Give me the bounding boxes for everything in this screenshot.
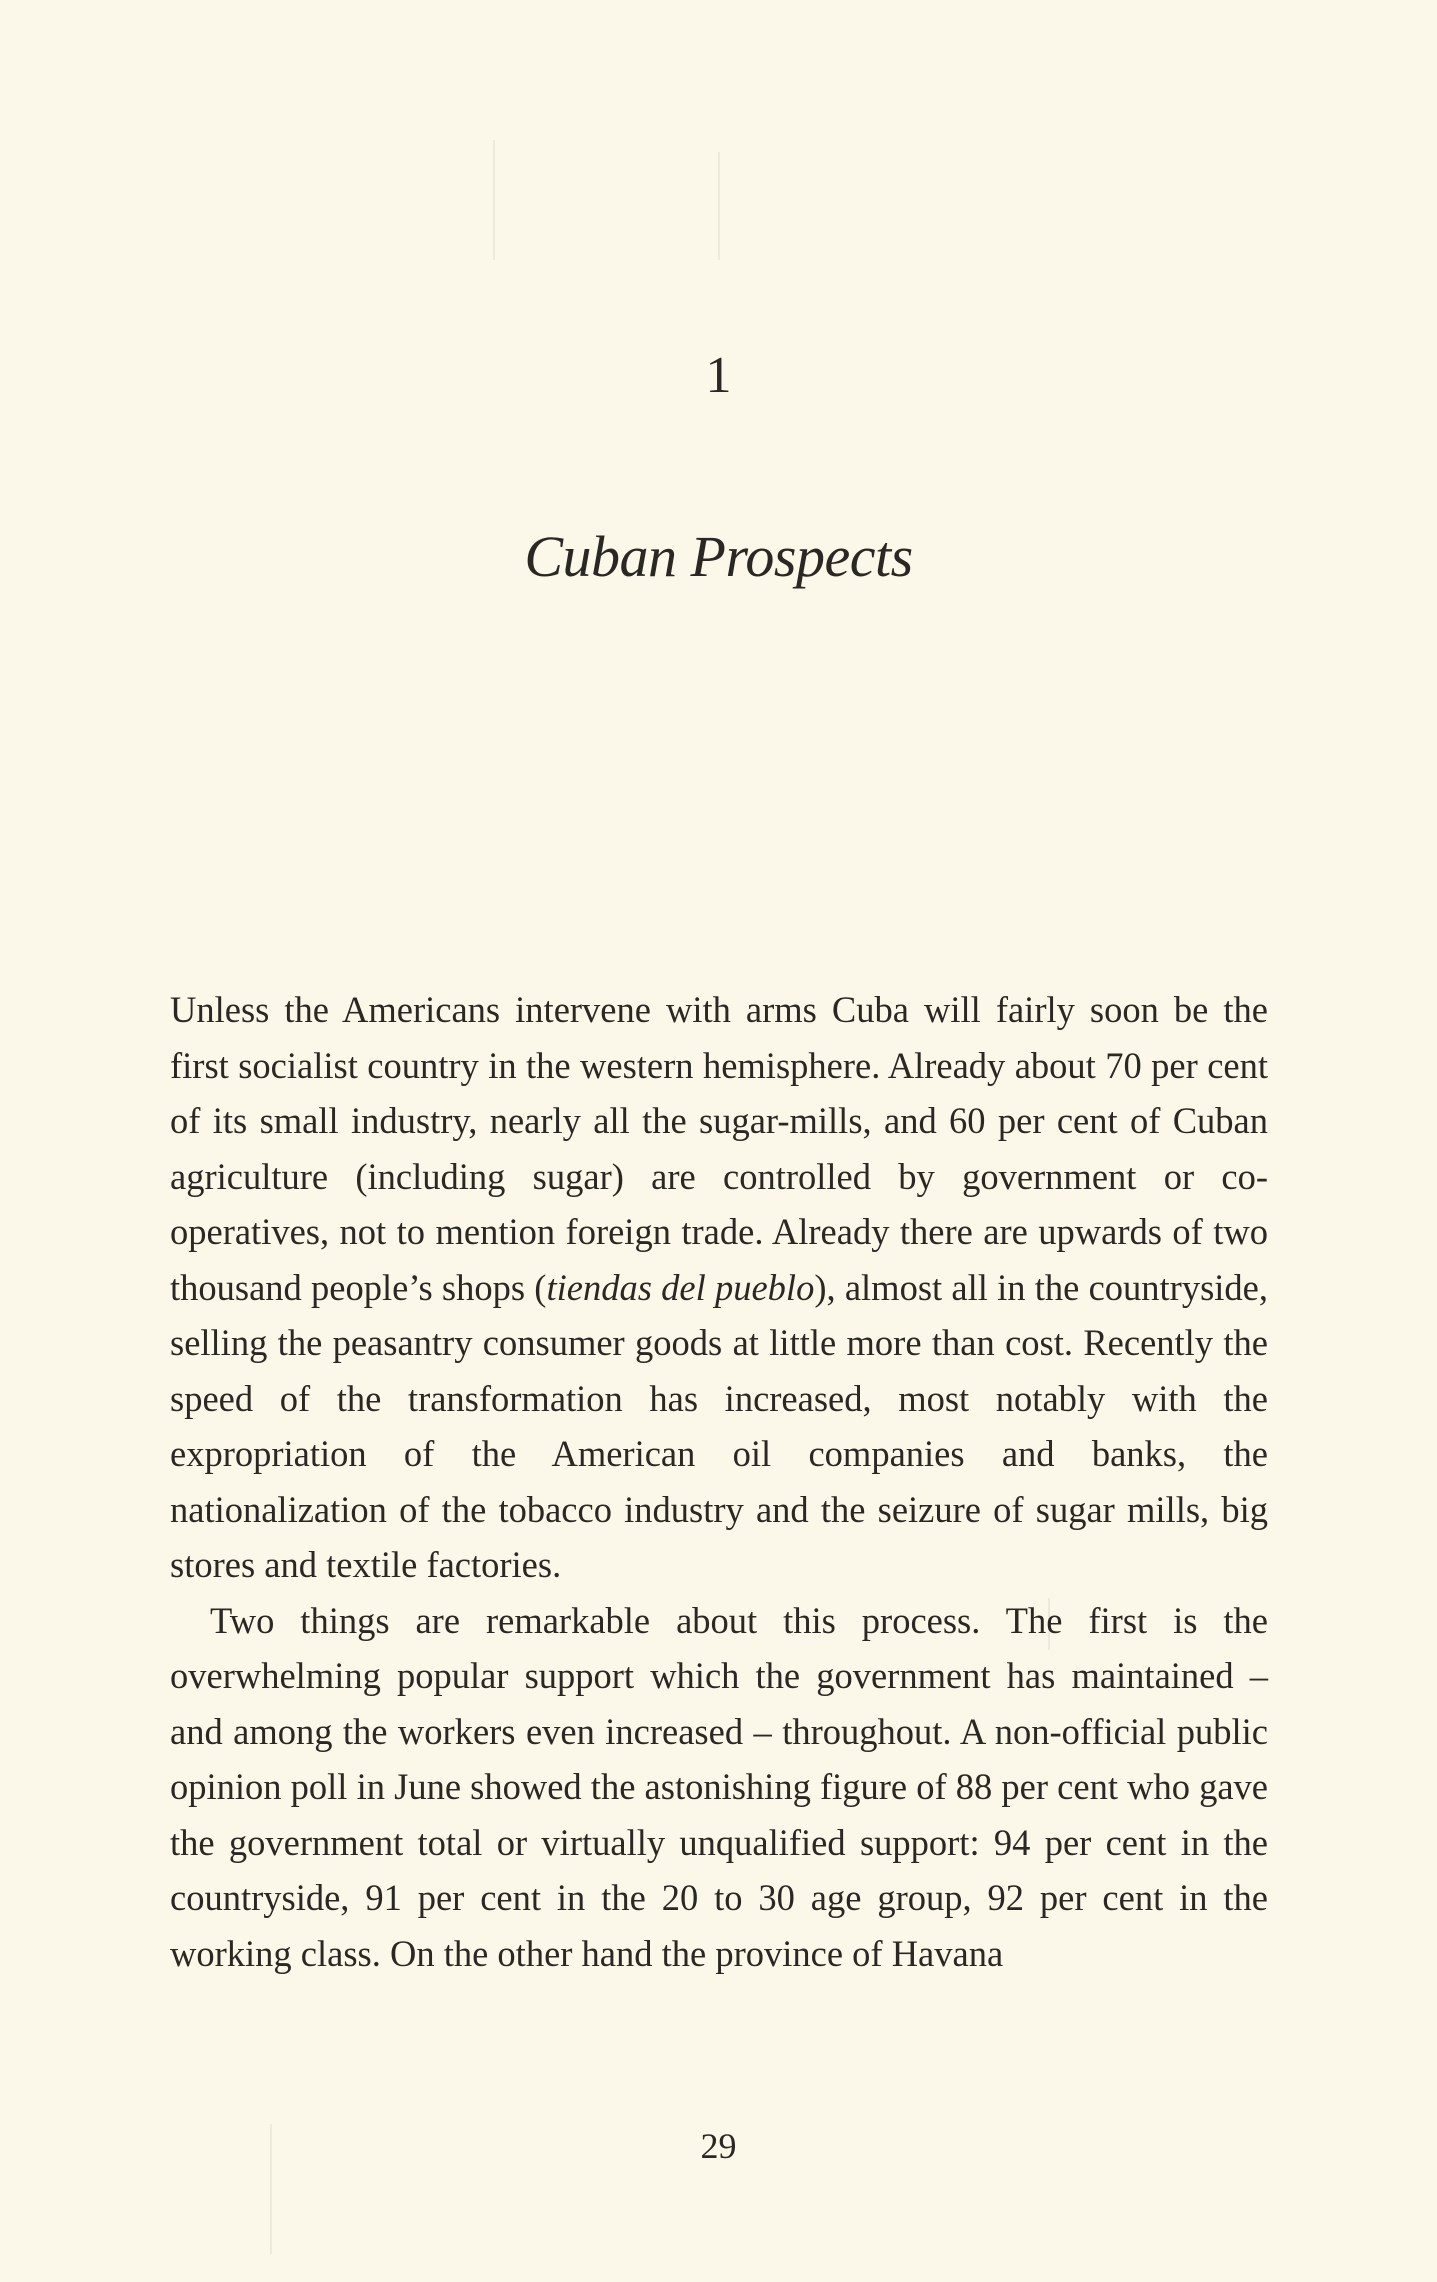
paragraph-1-italic-phrase: tiendas del pueblo	[546, 1266, 815, 1308]
scan-mark	[718, 152, 720, 260]
body-text	[170, 982, 1268, 1981]
chapter-title: Cuban Prospects	[524, 524, 913, 589]
chapter-number: 1	[705, 347, 732, 404]
paragraph-1-text-start: Unless the Americans intervene with arms Cuba will fairly soon be the first socialist country in the western hemisphere. Already about 70 per cent of its small industry, nearly all the sugar-mills, and 60 per cent of Cuban agriculture (including sugar) are controlled by government or co-operatives, not to mention foreign trade. Already there are upwards of two thousand people’s shops (	[170, 989, 1268, 1308]
paragraph-1-text-end: ), almost all in the countryside, selling the peasantry consumer goods at little more than cost. Recently the speed of the transformation has increased, most notably with the expropriation of the American oil companies and banks, the nationalization of the tobacco industry and the seizure of sugar mills, big stores and textile factories.	[170, 1266, 1269, 1585]
page-number: 29	[700, 2126, 737, 2166]
scan-mark	[493, 140, 495, 260]
paragraph-1	[170, 982, 1268, 1593]
paragraph-2: Two things are remarkable about this process. The first is the overwhelming popular support which the government has maintained – and among the workers even increased – throughout. A non-official public opinion poll in June showed the astonishing figure of 88 per cent who gave the government total or virtually unqualified support: 94 per cent in the countryside, 91 per cent in the 20 to 30 age group, 92 per cent in the working class. On the other hand the province of Havana	[170, 1599, 1268, 1974]
